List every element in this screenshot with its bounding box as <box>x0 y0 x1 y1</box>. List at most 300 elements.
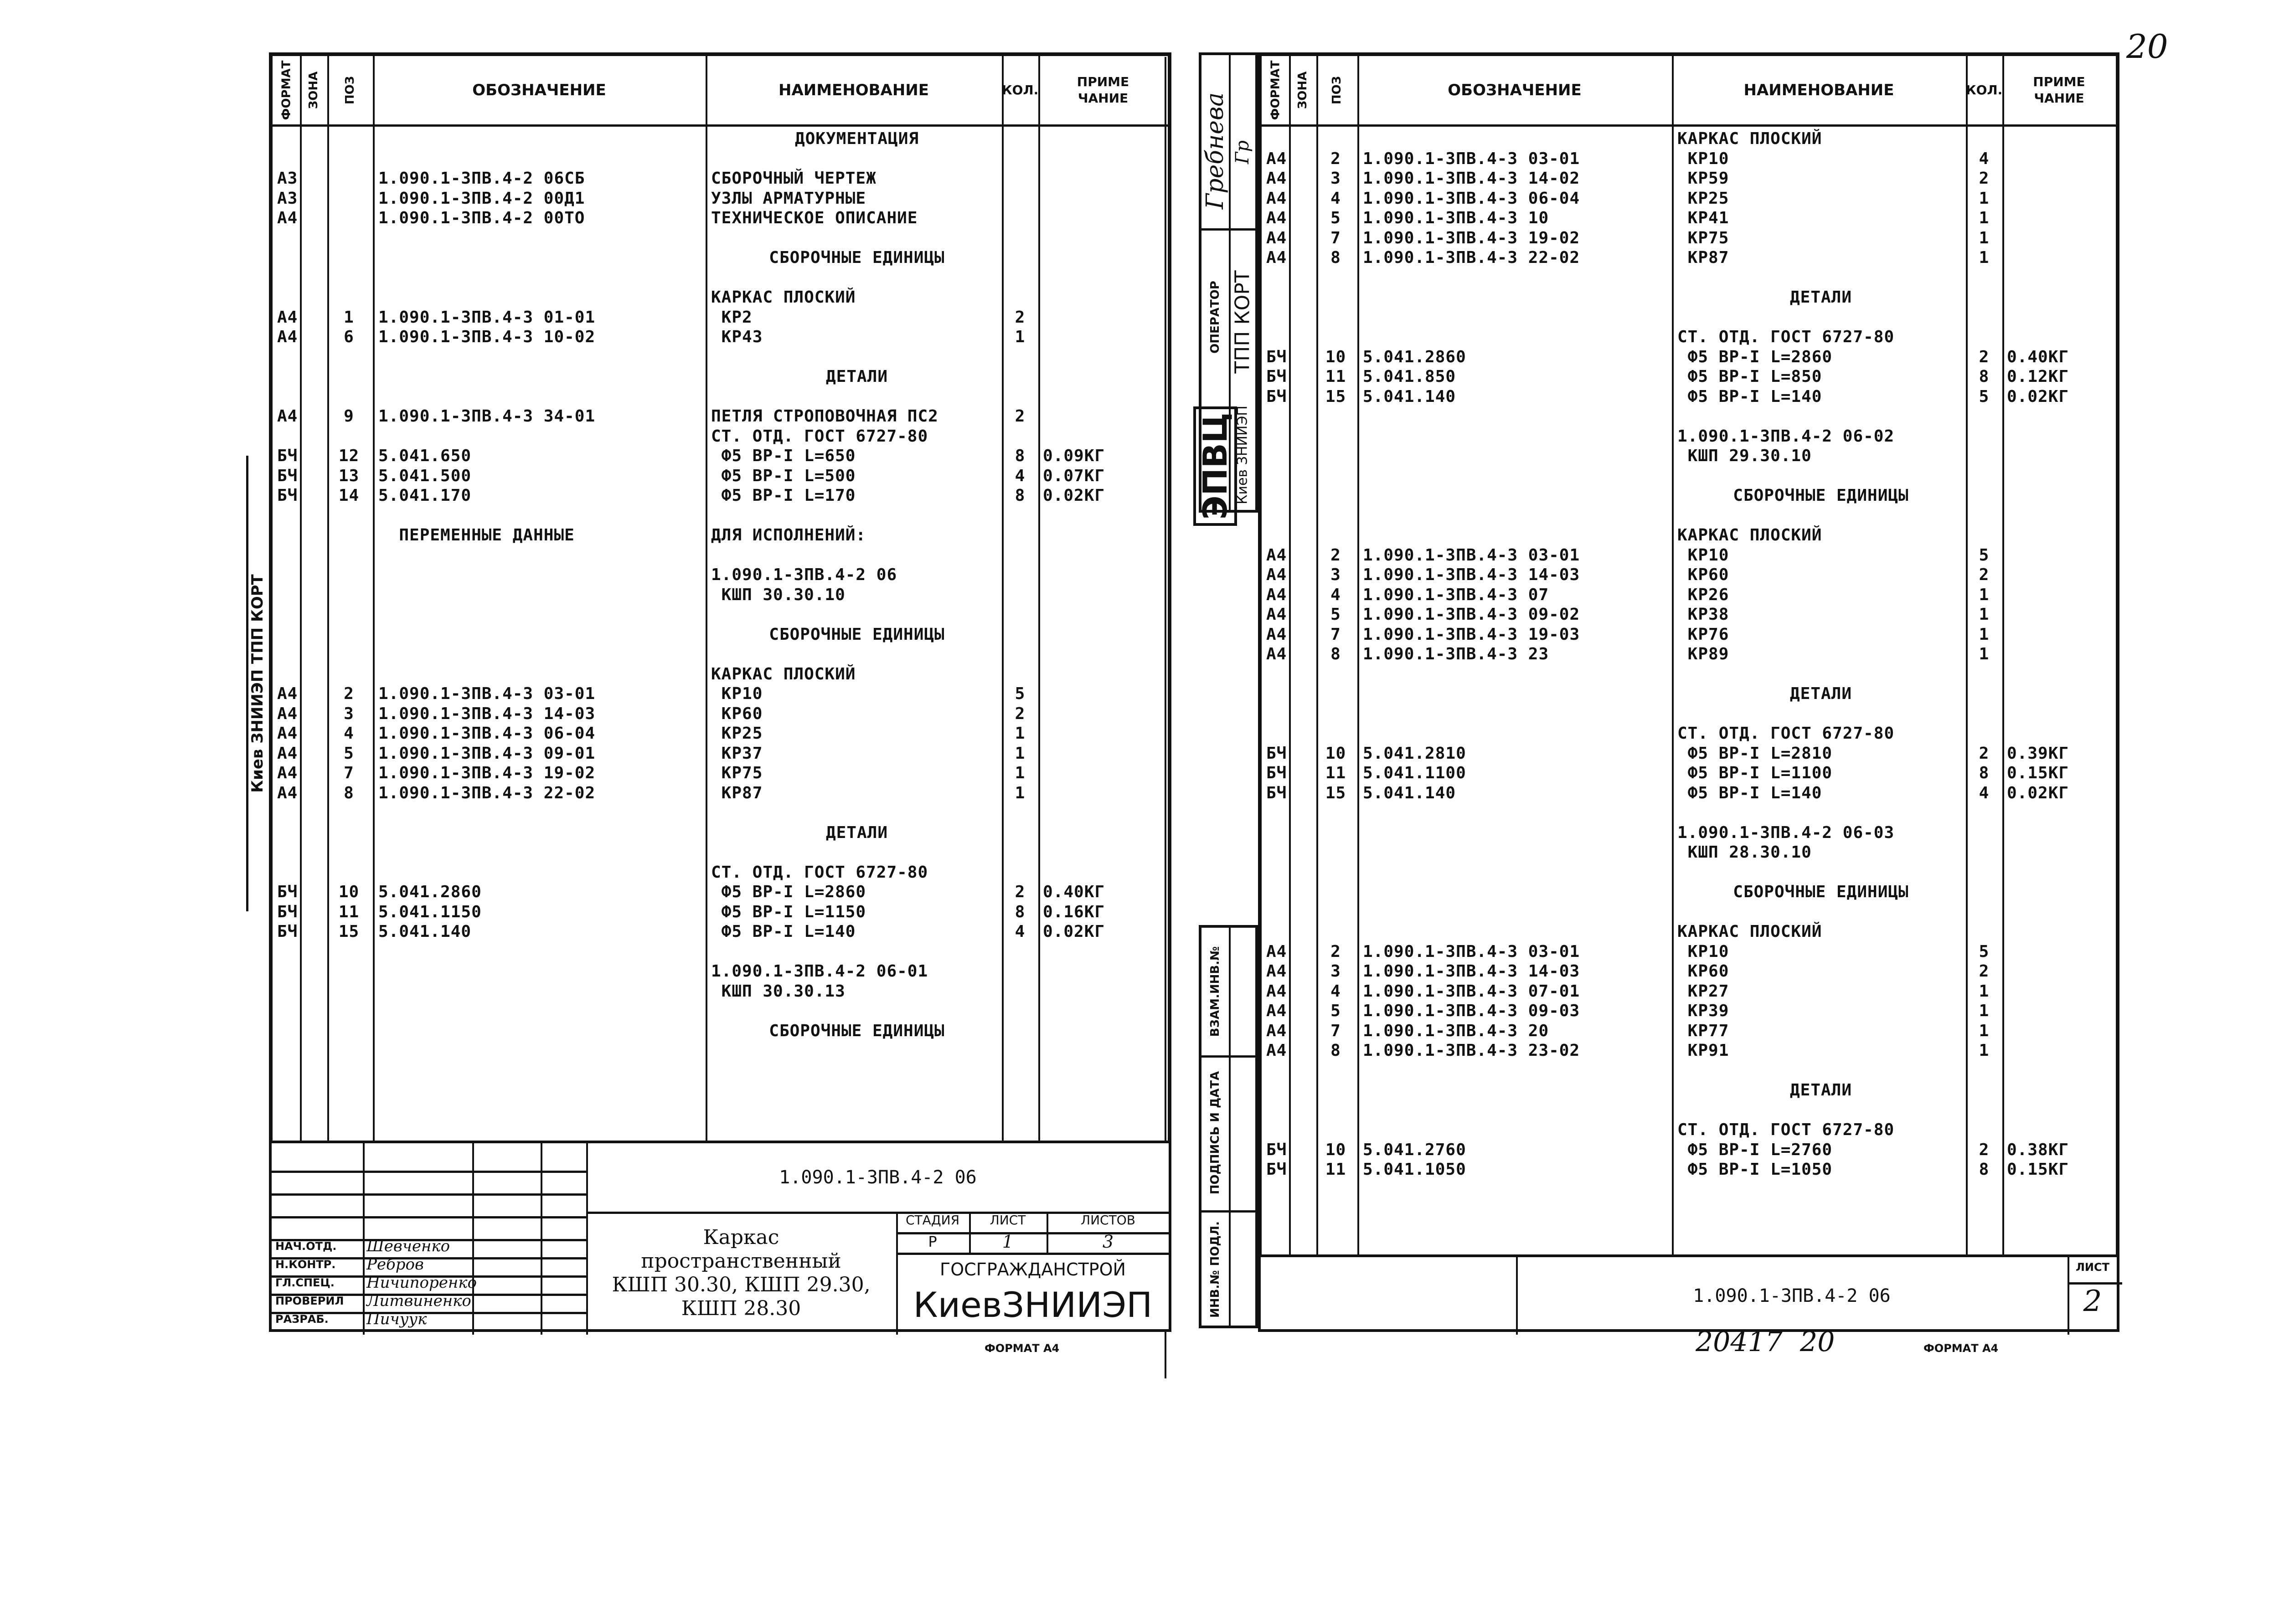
pos-cell: 11 <box>1325 367 1346 386</box>
name-cell: КШП 30.30.13 <box>711 982 846 1001</box>
stamp-col-label-1: ВЗАМ.ИНВ.№ <box>1208 946 1222 1037</box>
pos-cell: 10 <box>338 883 360 901</box>
pos-cell: 7 <box>344 764 354 782</box>
spec-row <box>273 783 1168 803</box>
format-cell: А4 <box>277 783 298 802</box>
spec-row <box>1262 466 2116 486</box>
header-name: НАИМЕНОВАНИЕ <box>778 81 929 99</box>
tpp-label: ТПП КОРТ <box>1231 270 1254 374</box>
stamp-org: Киев ЗНИИЭП <box>1234 406 1251 504</box>
operator-label: ОПЕРАТОР <box>1208 281 1222 354</box>
qty-cell: 1 <box>1015 764 1026 782</box>
name-cell: ДЕТАЛИ <box>825 367 888 386</box>
name-cell: СБОРОЧНЫЕ ЕДИНИЦЫ <box>769 625 945 644</box>
spec-row <box>273 506 1168 526</box>
spec-row <box>273 823 1168 843</box>
right-doc-code: 1.090.1-3ПВ.4-2 06 <box>1693 1285 1891 1306</box>
note-cell: 0.16КГ <box>1043 902 1105 921</box>
note-cell: 0.38КГ <box>2007 1140 2069 1159</box>
note-cell: 0.40КГ <box>2007 347 2069 366</box>
spec-rows-left <box>273 129 1168 1041</box>
pos-cell: 7 <box>1330 1021 1341 1040</box>
pos-cell: 11 <box>1325 1160 1346 1179</box>
qty-cell: 2 <box>1015 704 1026 723</box>
title-line-3: КШП 30.30, КШП 29.30, <box>612 1273 871 1296</box>
qty-cell: 8 <box>1015 447 1026 465</box>
spec-row <box>273 327 1168 347</box>
format-cell: А4 <box>1266 605 1287 624</box>
designation-cell: 5.041.500 <box>378 466 472 485</box>
spec-row <box>1262 129 2116 149</box>
signature-name: Литвиненко <box>366 1292 471 1310</box>
qty-cell: 1 <box>1015 744 1026 763</box>
spec-row <box>1262 982 2116 1002</box>
name-cell: КР41 <box>1677 209 1729 227</box>
format-cell: БЧ <box>1266 387 1287 406</box>
spec-row <box>273 724 1168 744</box>
format-cell: БЧ <box>277 883 298 901</box>
header-qty: КОЛ. <box>1965 82 2003 98</box>
designation-cell: 1.090.1-3ПВ.4-3 19-03 <box>1363 625 1580 644</box>
designation-cell: 5.041.1150 <box>378 902 482 921</box>
designation-cell: 1.090.1-3ПВ.4-3 09-03 <box>1363 1002 1580 1020</box>
format-cell: А4 <box>1266 1041 1287 1060</box>
spec-row <box>1262 625 2116 645</box>
format-cell: БЧ <box>277 902 298 921</box>
name-cell: СБОРОЧНЫЙ ЧЕРТЕЖ <box>711 169 877 188</box>
qty-cell: 8 <box>1015 902 1026 921</box>
name-cell: СТ. ОТД. ГОСТ 6727-80 <box>1677 1120 1895 1139</box>
left-side-stamp-text: Киев ЗНИИЭП ТПП КОРТ <box>248 574 267 793</box>
pos-cell: 3 <box>344 704 354 723</box>
designation-cell: 1.090.1-3ПВ.4-3 14-02 <box>1363 169 1580 188</box>
spec-row <box>1262 585 2116 605</box>
name-cell: КР10 <box>1677 942 1729 961</box>
note-cell: 0.02КГ <box>1043 486 1105 505</box>
designation-cell: 5.041.2810 <box>1363 744 1466 763</box>
name-cell: Ф5 ВР-I L=500 <box>711 466 856 485</box>
format-cell: А3 <box>277 169 298 188</box>
name-cell: Ф5 ВР-I L=2860 <box>711 883 866 901</box>
qty-cell: 1 <box>1979 605 1990 624</box>
format-cell: А4 <box>1266 942 1287 961</box>
designation-cell: 5.041.140 <box>1363 387 1456 406</box>
spec-row <box>273 961 1168 982</box>
name-cell: СБОРОЧНЫЕ ЕДИНИЦЫ <box>1733 883 1909 901</box>
qty-cell: 2 <box>1015 308 1026 327</box>
qty-cell: 5 <box>1979 387 1990 406</box>
format-cell: А4 <box>1266 625 1287 644</box>
format-cell: А4 <box>1266 545 1287 565</box>
pos-cell: 11 <box>338 902 360 921</box>
name-cell: КАРКАС ПЛОСКИЙ <box>711 288 856 307</box>
title-block-doc-code: 1.090.1-3ПВ.4-2 06 <box>779 1167 977 1188</box>
spec-row <box>273 466 1168 486</box>
format-cell: А4 <box>1266 189 1287 208</box>
sheet-value: 1 <box>1002 1232 1014 1252</box>
spec-row <box>273 982 1168 1002</box>
format-cell: БЧ <box>277 447 298 465</box>
format-cell: БЧ <box>1266 1160 1287 1179</box>
pos-cell: 8 <box>344 783 354 802</box>
name-cell: ДОКУМЕНТАЦИЯ <box>794 129 919 148</box>
spec-row <box>1262 843 2116 863</box>
spec-row <box>1262 248 2116 268</box>
designation-cell: 5.041.2860 <box>1363 347 1466 366</box>
spec-row <box>1262 664 2116 684</box>
qty-cell: 2 <box>1015 407 1026 426</box>
pos-cell: 2 <box>1330 149 1341 168</box>
pos-cell: 4 <box>1330 585 1341 604</box>
pos-cell: 1 <box>344 308 354 327</box>
right-sheet-label: ЛИСТ <box>2075 1261 2109 1274</box>
org-ministry: ГОСГРАЖДАНСТРОЙ <box>940 1259 1126 1280</box>
designation-cell: 1.090.1-3ПВ.4-3 06-04 <box>378 724 596 743</box>
header-format: ФОРМАТ <box>1268 60 1282 120</box>
designation-cell: 5.041.1100 <box>1363 764 1466 782</box>
spec-row <box>273 446 1168 466</box>
designation-cell: 5.041.170 <box>378 486 472 505</box>
pos-cell: 13 <box>338 466 360 485</box>
spec-row <box>1262 506 2116 526</box>
spec-sheet-right <box>1258 52 2119 1328</box>
qty-cell: 1 <box>1979 1002 1990 1020</box>
name-cell: СБОРОЧНЫЕ ЕДИНИЦЫ <box>769 1021 945 1040</box>
sheets-value: 3 <box>1102 1232 1114 1252</box>
format-cell: А4 <box>1266 962 1287 981</box>
format-cell: А4 <box>1266 565 1287 584</box>
designation-cell: 1.090.1-3ПВ.4-3 22-02 <box>1363 248 1580 267</box>
spec-row <box>1262 961 2116 982</box>
header-zone: ЗОНА <box>307 71 320 109</box>
spec-row <box>273 605 1168 625</box>
name-cell: Ф5 ВР-I L=170 <box>711 486 856 505</box>
header-designation: ОБОЗНАЧЕНИЕ <box>472 81 606 99</box>
designation-cell: 1.090.1-3ПВ.4-3 06-04 <box>1363 189 1580 208</box>
designation-cell: 1.090.1-3ПВ.4-3 09-01 <box>378 744 596 763</box>
name-cell: КР10 <box>1677 545 1729 565</box>
spec-row <box>1262 783 2116 803</box>
name-cell: Ф5 ВР-I L=140 <box>711 922 856 941</box>
name-cell: КШП 29.30.10 <box>1677 447 1812 465</box>
pos-cell: 12 <box>338 447 360 465</box>
qty-cell: 1 <box>1015 724 1026 743</box>
spec-row <box>273 387 1168 407</box>
name-cell: Ф5 ВР-I L=650 <box>711 447 856 465</box>
archive-number: 20417 20 <box>1696 1326 1835 1358</box>
format-cell: А4 <box>1266 169 1287 188</box>
note-cell: 0.40КГ <box>1043 883 1105 901</box>
pos-cell: 5 <box>1330 209 1341 227</box>
qty-cell: 1 <box>1979 189 1990 208</box>
format-cell: БЧ <box>1266 744 1287 763</box>
qty-cell: 2 <box>1979 565 1990 584</box>
signature-role: РАЗРАБ. <box>275 1313 329 1326</box>
spec-row <box>1262 486 2116 506</box>
left-side-stamp <box>246 456 267 911</box>
spec-row <box>1262 823 2116 843</box>
format-cell: А4 <box>1266 585 1287 604</box>
name-cell: Ф5 ВР-I L=1050 <box>1677 1160 1833 1179</box>
designation-cell: 5.041.2760 <box>1363 1140 1466 1159</box>
signature-name: Ребров <box>366 1255 424 1274</box>
spec-row <box>273 525 1168 545</box>
epvts-label: ЭПВЦ <box>1193 406 1237 526</box>
name-cell: СТ. ОТД. ГОСТ 6727-80 <box>711 427 928 446</box>
qty-cell: 1 <box>1979 228 1990 247</box>
qty-cell: 1 <box>1979 625 1990 644</box>
pos-cell: 15 <box>1325 783 1346 802</box>
spec-row <box>273 664 1168 684</box>
qty-cell: 4 <box>1979 149 1990 168</box>
pos-cell: 15 <box>1325 387 1346 406</box>
name-cell: КР10 <box>1677 149 1729 168</box>
right-sheet-value: 2 <box>2083 1285 2102 1318</box>
note-cell: 0.02КГ <box>1043 922 1105 941</box>
spec-row <box>1262 525 2116 545</box>
designation-cell: 1.090.1-3ПВ.4-3 34-01 <box>378 407 596 426</box>
spec-row <box>273 1001 1168 1021</box>
spec-row <box>1262 1061 2116 1081</box>
signature-role: Н.КОНТР. <box>275 1258 336 1271</box>
spec-row <box>1262 922 2116 942</box>
stage-label: СТАДИЯ <box>905 1213 960 1228</box>
pos-cell: 4 <box>1330 189 1341 208</box>
qty-cell: 5 <box>1979 942 1990 961</box>
name-cell: КР75 <box>1677 228 1729 247</box>
name-cell: КР27 <box>1677 982 1729 1001</box>
signature-role: ГЛ.СПЕЦ. <box>275 1276 335 1289</box>
spec-row <box>1262 308 2116 328</box>
name-cell: УЗЛЫ АРМАТУРНЫЕ <box>711 189 866 208</box>
sheet-label: ЛИСТ <box>990 1213 1026 1228</box>
format-cell: А4 <box>1266 228 1287 247</box>
spec-row <box>1262 882 2116 902</box>
name-cell: КР2 <box>711 308 753 327</box>
name-cell: 1.090.1-3ПВ.4-2 06-01 <box>711 962 928 981</box>
name-cell: КШП 28.30.10 <box>1677 843 1812 862</box>
qty-cell: 1 <box>1979 585 1990 604</box>
name-cell: 1.090.1-3ПВ.4-2 06-02 <box>1677 427 1895 446</box>
signature-name: Пичуук <box>366 1310 427 1328</box>
name-cell: КАРКАС ПЛОСКИЙ <box>1677 129 1822 148</box>
spec-row <box>273 129 1168 149</box>
spec-rows-right <box>1262 129 2116 1180</box>
spec-row <box>1262 268 2116 288</box>
name-cell: КР60 <box>1677 565 1729 584</box>
spec-row <box>1262 149 2116 169</box>
format-cell: БЧ <box>1266 347 1287 366</box>
name-cell: СТ. ОТД. ГОСТ 6727-80 <box>1677 724 1895 743</box>
format-cell: А4 <box>277 684 298 703</box>
spec-row <box>1262 406 2116 427</box>
spec-row <box>273 268 1168 288</box>
designation-cell: 5.041.140 <box>1363 783 1456 802</box>
designation-cell: 1.090.1-3ПВ.4-2 06СБ <box>378 169 585 188</box>
name-cell: КАРКАС ПЛОСКИЙ <box>711 664 856 684</box>
spec-row <box>273 347 1168 367</box>
operator-signature: Гр <box>1232 140 1253 164</box>
spec-row <box>273 863 1168 883</box>
note-cell: 0.09КГ <box>1043 447 1105 465</box>
name-cell: КР87 <box>711 783 763 802</box>
pos-cell: 3 <box>1330 962 1341 981</box>
name-cell: 1.090.1-3ПВ.4-2 06 <box>711 565 897 584</box>
name-cell: ТЕХНИЧЕСКОЕ ОПИСАНИЕ <box>711 209 918 227</box>
name-cell: КР87 <box>1677 248 1729 267</box>
qty-cell: 8 <box>1979 764 1990 782</box>
pos-cell: 4 <box>344 724 354 743</box>
spec-row <box>273 367 1168 387</box>
qty-cell: 2 <box>1979 744 1990 763</box>
qty-cell: 1 <box>1015 328 1026 346</box>
qty-cell: 4 <box>1979 783 1990 802</box>
format-cell: А4 <box>277 407 298 426</box>
name-cell: КР37 <box>711 744 763 763</box>
title-line-1: Каркас <box>703 1226 779 1249</box>
name-cell: Ф5 ВР-I L=2760 <box>1677 1140 1833 1159</box>
spec-row <box>273 288 1168 308</box>
spec-row <box>273 545 1168 565</box>
spec-row <box>273 684 1168 704</box>
pos-cell: 15 <box>338 922 360 941</box>
designation-cell: 1.090.1-3ПВ.4-3 09-02 <box>1363 605 1580 624</box>
spec-row <box>273 308 1168 328</box>
name-cell: Ф5 ВР-I L=850 <box>1677 367 1822 386</box>
spec-row <box>273 189 1168 209</box>
title-line-4: КШП 28.30 <box>681 1297 801 1320</box>
designation-cell: 1.090.1-3ПВ.4-3 14-03 <box>1363 565 1580 584</box>
pos-cell: 8 <box>1330 645 1341 663</box>
format-cell: А4 <box>1266 149 1287 168</box>
note-cell: 0.15КГ <box>2007 764 2069 782</box>
spec-row <box>273 942 1168 962</box>
pos-cell: 7 <box>1330 228 1341 247</box>
header-format: ФОРМАТ <box>279 60 293 120</box>
name-cell: КР39 <box>1677 1002 1729 1020</box>
pos-cell: 2 <box>344 684 354 703</box>
spec-row <box>1262 288 2116 308</box>
name-cell: ДЕТАЛИ <box>1789 684 1852 703</box>
spec-row <box>1262 367 2116 387</box>
title-block-title <box>586 1212 896 1335</box>
name-cell: КАРКАС ПЛОСКИЙ <box>1677 922 1822 941</box>
spec-row <box>273 486 1168 506</box>
name-cell: ПЕТЛЯ СТРОПОВОЧНАЯ ПС2 <box>711 407 938 426</box>
qty-cell: 1 <box>1979 982 1990 1001</box>
name-cell: ДЛЯ ИСПОЛНЕНИЙ: <box>711 526 866 545</box>
pos-cell: 4 <box>1330 982 1341 1001</box>
name-cell: Ф5 ВР-I L=1150 <box>711 902 866 921</box>
title-line-2: пространственный <box>641 1249 841 1273</box>
designation-cell: 1.090.1-3ПВ.4-3 03-01 <box>1363 149 1580 168</box>
format-cell: А4 <box>1266 645 1287 663</box>
spec-row <box>273 744 1168 764</box>
pos-cell: 6 <box>344 328 354 346</box>
name-cell: КР26 <box>1677 585 1729 604</box>
header-qty: КОЛ. <box>1001 82 1039 98</box>
qty-cell: 8 <box>1979 367 1990 386</box>
spec-row <box>1262 704 2116 724</box>
format-label-right: ФОРМАТ А4 <box>1923 1342 1999 1355</box>
name-cell: КР38 <box>1677 605 1729 624</box>
sheets-label: ЛИСТОВ <box>1081 1213 1135 1228</box>
name-cell: КР60 <box>711 704 763 723</box>
format-cell: А4 <box>277 328 298 346</box>
designation-cell: 1.090.1-3ПВ.4-3 22-02 <box>378 783 596 802</box>
spec-row <box>1262 863 2116 883</box>
spec-row <box>1262 565 2116 585</box>
pos-cell: 2 <box>1330 545 1341 565</box>
spec-row <box>1262 744 2116 764</box>
spec-row <box>1262 427 2116 447</box>
signature-name: Ничипоренко <box>366 1274 477 1292</box>
qty-cell: 8 <box>1015 486 1026 505</box>
designation-cell: 1.090.1-3ПВ.4-2 00Д1 <box>378 189 585 208</box>
spec-row <box>1262 803 2116 823</box>
spec-row <box>273 565 1168 585</box>
header-note-line2: ЧАНИЕ <box>2034 91 2084 106</box>
name-cell: Ф5 ВР-I L=140 <box>1677 783 1822 802</box>
header-pos: ПОЗ <box>1330 76 1344 105</box>
name-cell: КР25 <box>711 724 763 743</box>
pos-cell: 9 <box>344 407 354 426</box>
format-cell: А4 <box>277 724 298 743</box>
pos-cell: 8 <box>1330 248 1341 267</box>
note-cell: 0.15КГ <box>2007 1160 2069 1179</box>
pos-cell: 3 <box>1330 565 1341 584</box>
pos-cell: 5 <box>1330 605 1341 624</box>
format-cell: А4 <box>277 209 298 227</box>
designation-cell: 5.041.1050 <box>1363 1160 1466 1179</box>
designation-cell: ПЕРЕМЕННЫЕ ДАННЫЕ <box>378 526 575 545</box>
qty-cell: 1 <box>1015 783 1026 802</box>
side-stamp-right-bottom <box>1199 925 1258 1328</box>
name-cell: КАРКАС ПЛОСКИЙ <box>1677 526 1822 545</box>
spec-row <box>1262 942 2116 962</box>
designation-cell: 5.041.140 <box>378 922 472 941</box>
qty-cell: 1 <box>1979 209 1990 227</box>
note-cell: 0.07КГ <box>1043 466 1105 485</box>
qty-cell: 1 <box>1979 1021 1990 1040</box>
designation-cell: 1.090.1-3ПВ.4-3 19-02 <box>1363 228 1580 247</box>
operator-name: Гребнева <box>1201 92 1229 210</box>
designation-cell: 1.090.1-3ПВ.4-3 14-03 <box>1363 962 1580 981</box>
spec-row <box>1262 1041 2116 1061</box>
header-pos: ПОЗ <box>343 76 357 105</box>
spec-row <box>273 704 1168 724</box>
title-block-right <box>1258 1254 2119 1332</box>
spec-row <box>273 406 1168 427</box>
designation-cell: 5.041.850 <box>1363 367 1456 386</box>
format-label-left: ФОРМАТ А4 <box>985 1342 1060 1355</box>
format-cell: БЧ <box>277 922 298 941</box>
name-cell: СБОРОЧНЫЕ ЕДИНИЦЫ <box>769 248 945 267</box>
name-cell: Ф5 ВР-I L=2810 <box>1677 744 1833 763</box>
spec-row <box>273 1021 1168 1041</box>
spec-row <box>273 149 1168 169</box>
qty-cell: 4 <box>1015 922 1026 941</box>
spec-row <box>1262 684 2116 704</box>
format-cell: БЧ <box>1266 764 1287 782</box>
designation-cell: 5.041.650 <box>378 447 472 465</box>
designation-cell: 1.090.1-3ПВ.4-3 03-01 <box>1363 942 1580 961</box>
header-name: НАИМЕНОВАНИЕ <box>1743 81 1894 99</box>
note-cell: 0.12КГ <box>2007 367 2069 386</box>
name-cell: КР77 <box>1677 1021 1729 1040</box>
name-cell: КР91 <box>1677 1041 1729 1060</box>
header-zone: ЗОНА <box>1296 71 1310 109</box>
